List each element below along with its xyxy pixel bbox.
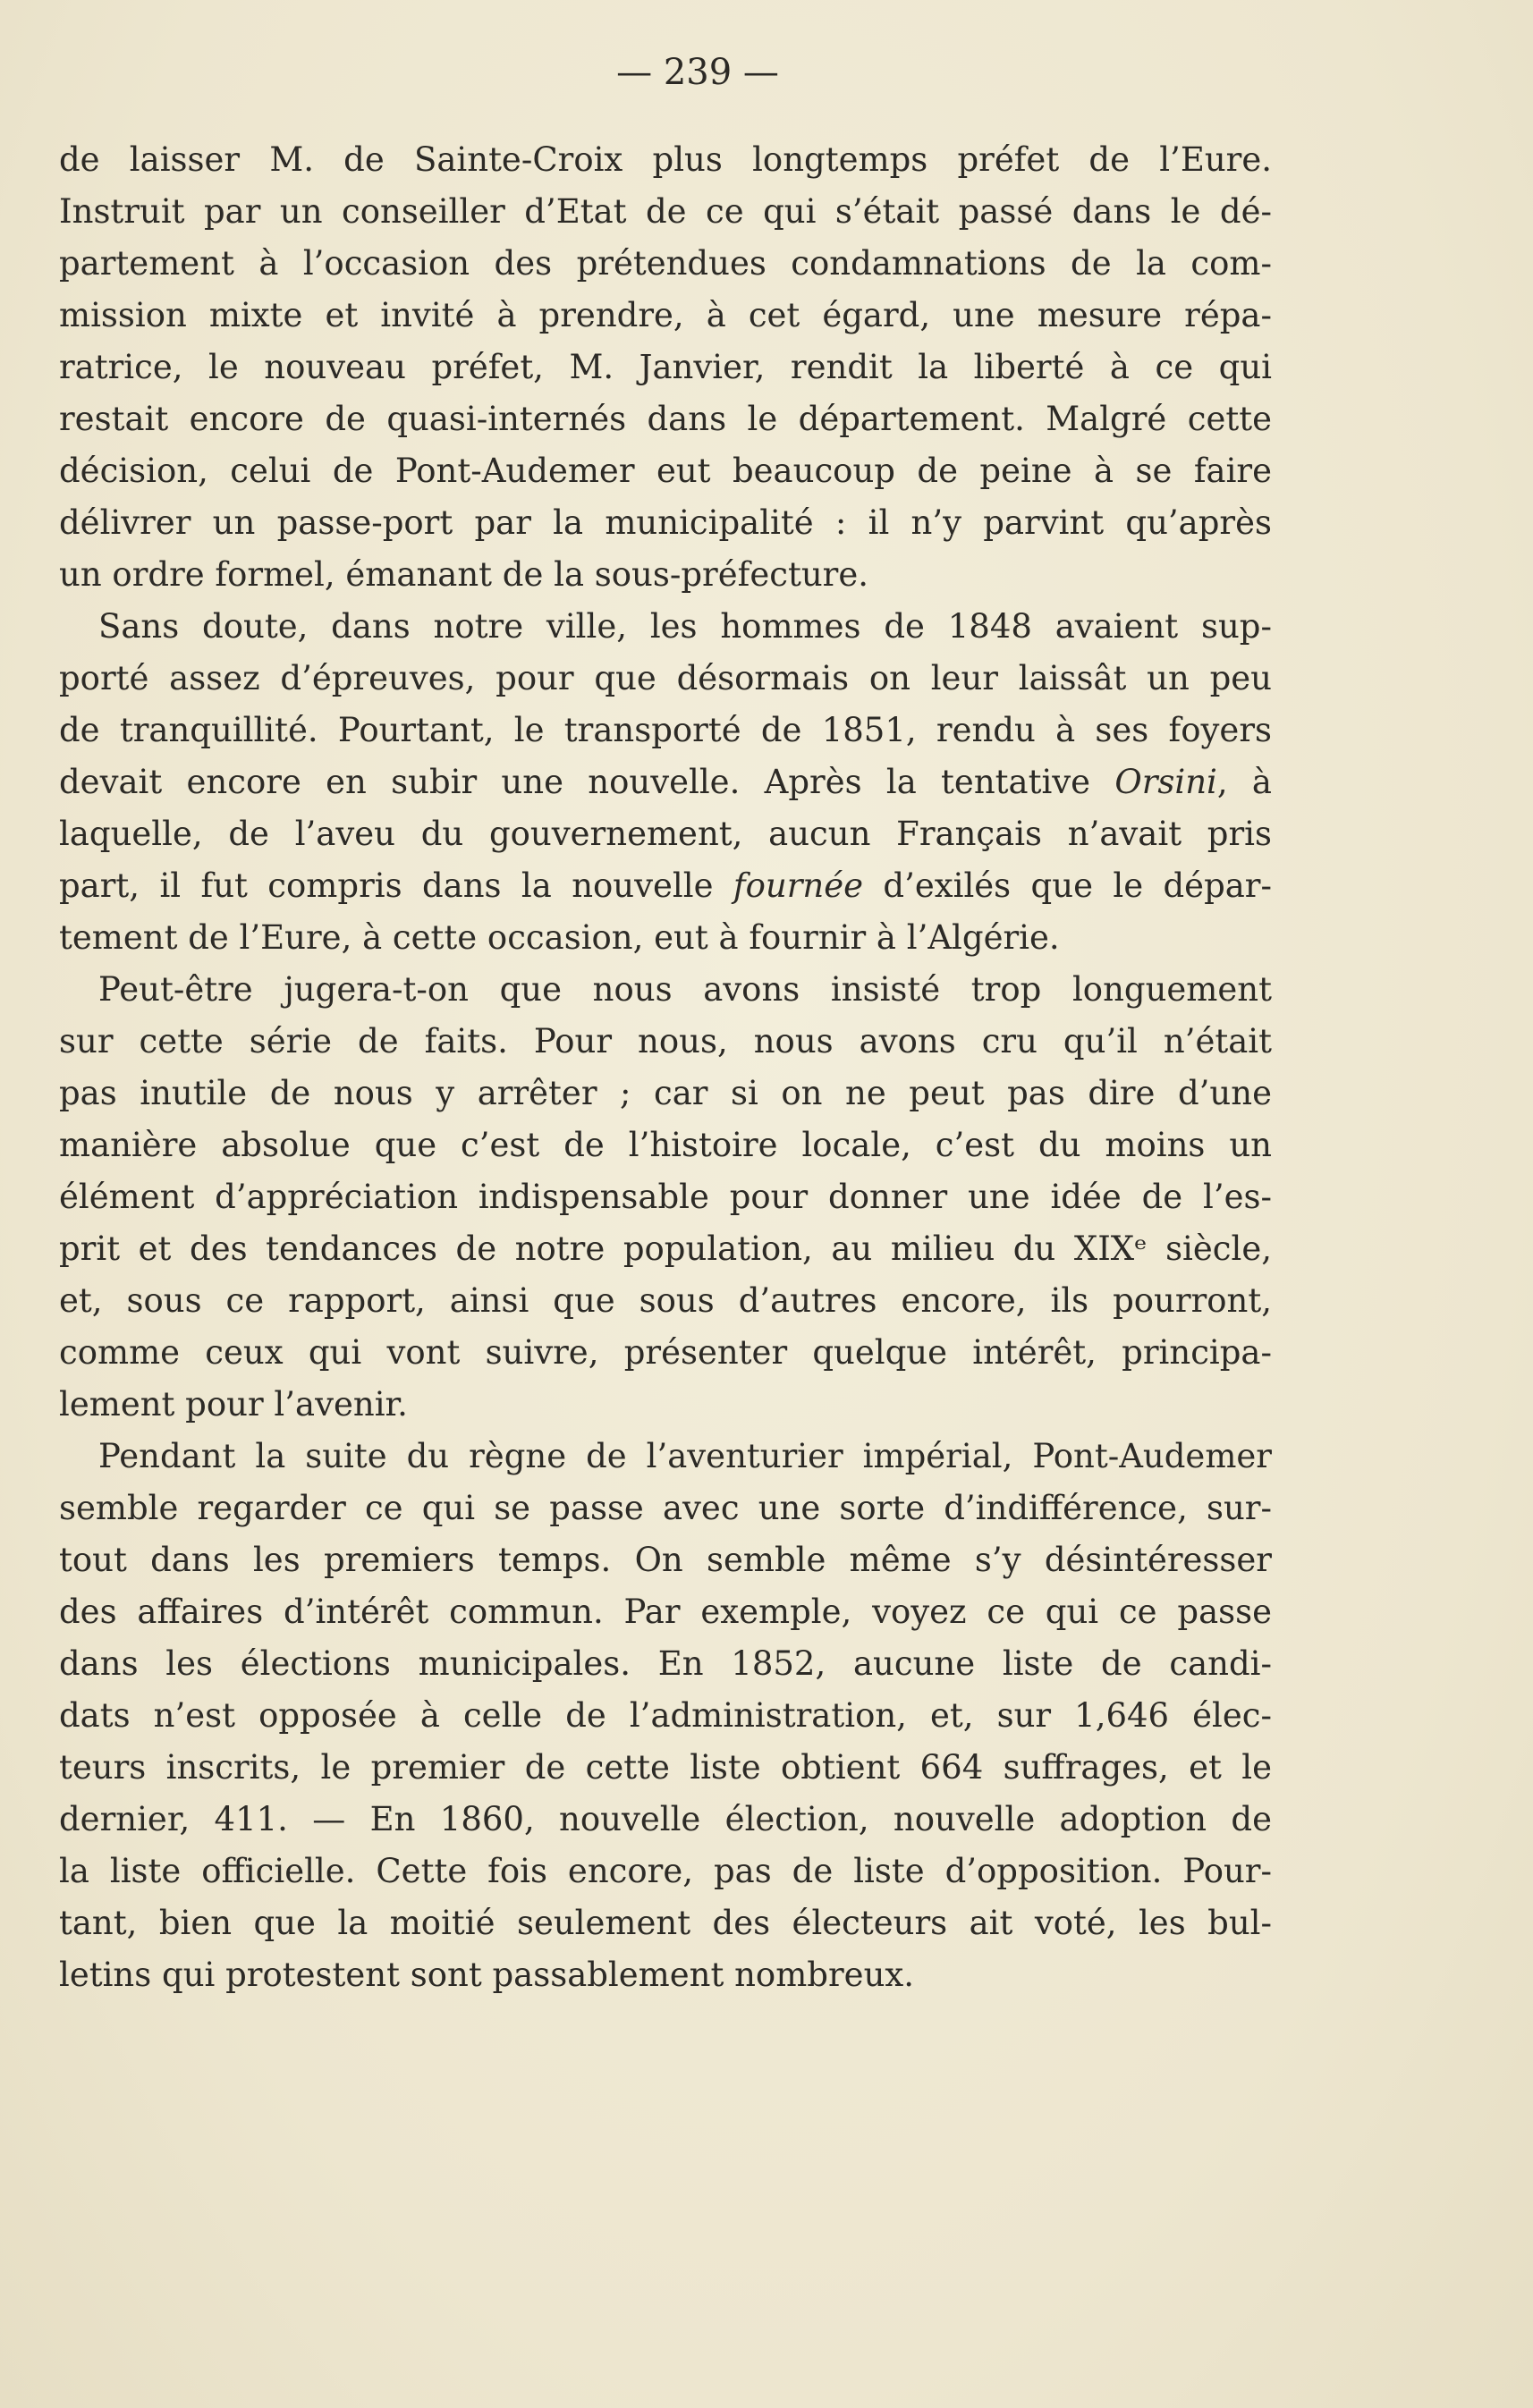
text-line: sur cette série de faits. Pour nous, nous avons cru qu’il n’était bbox=[59, 1022, 1272, 1060]
text-line: dans les élections municipales. En 1852, aucune liste de candi- bbox=[59, 1644, 1272, 1683]
text-line: et, sous ce rapport, ainsi que sous d’autres encore, ils pourront, bbox=[59, 1281, 1272, 1320]
text-line: laquelle, de l’aveu du gouvernement, aucun Français n’avait pris bbox=[59, 815, 1272, 853]
text-line: élément d’appréciation indispensable pour donner une idée de l’es- bbox=[59, 1178, 1272, 1216]
line-text-after: , à bbox=[1216, 763, 1272, 801]
text-line: comme ceux qui vont suivre, présenter quelque intérêt, principa- bbox=[59, 1333, 1272, 1372]
text-line: tant, bien que la moitié seulement des électeurs ait voté, les bul- bbox=[59, 1904, 1272, 1942]
text-line: décision, celui de Pont-Audemer eut beaucoup de peine à se faire bbox=[59, 452, 1272, 490]
text-line: de tranquillité. Pourtant, le transporté de 1851, rendu à ses foyers bbox=[59, 711, 1272, 749]
line-text-before: part, il fut compris dans la nouvelle bbox=[59, 866, 733, 905]
paragraph bbox=[59, 134, 1272, 601]
text-line bbox=[59, 756, 1272, 808]
body-text bbox=[59, 134, 1272, 2001]
text-line bbox=[59, 860, 1272, 912]
text-line: Peut-être jugera-t-on que nous avons insisté trop longuement bbox=[98, 970, 1272, 1009]
text-line: Pendant la suite du règne de l’aventurier impérial, Pont-Audemer bbox=[98, 1437, 1272, 1475]
text-line: dernier, 411. — En 1860, nouvelle élection, nouvelle adoption de bbox=[59, 1800, 1272, 1838]
text-line: restait encore de quasi-internés dans le département. Malgré cette bbox=[59, 400, 1272, 438]
text-line: mission mixte et invité à prendre, à cet égard, une mesure répa- bbox=[59, 296, 1272, 334]
italic-term: fournée bbox=[733, 866, 864, 905]
text-line: délivrer un passe-port par la municipalité : il n’y parvint qu’après bbox=[59, 503, 1272, 542]
text-line: des affaires d’intérêt commun. Par exemple, voyez ce qui ce passe bbox=[59, 1593, 1272, 1631]
text-line: dats n’est opposée à celle de l’administration, et, sur 1,646 élec- bbox=[59, 1696, 1272, 1735]
text-line: teurs inscrits, le premier de cette liste obtient 664 suffrages, et le bbox=[59, 1748, 1272, 1787]
text-line: Sans doute, dans notre ville, les hommes de 1848 avaient sup- bbox=[98, 607, 1272, 646]
text-line: tement de l’Eure, à cette occasion, eut à fournir à l’Algérie. bbox=[59, 918, 1060, 957]
paragraph bbox=[59, 1431, 1272, 2001]
text-line: ratrice, le nouveau préfet, M. Janvier, rendit la liberté à ce qui bbox=[59, 348, 1272, 386]
text-line: manière absolue que c’est de l’histoire locale, c’est du moins un bbox=[59, 1126, 1272, 1164]
paragraph bbox=[59, 601, 1272, 964]
text-line: tout dans les premiers temps. On semble même s’y désintéresser bbox=[59, 1541, 1272, 1579]
page-number: — 239 — bbox=[616, 52, 779, 93]
italic-term: Orsini bbox=[1114, 763, 1217, 801]
text-line: Instruit par un conseiller d’Etat de ce qui s’était passé dans le dé- bbox=[59, 192, 1272, 231]
text-line: pas inutile de nous y arrêter ; car si on ne peut pas dire d’une bbox=[59, 1074, 1272, 1112]
text-line: prit et des tendances de notre population, au milieu du XIXᵉ siècle, bbox=[59, 1229, 1272, 1268]
text-line: partement à l’occasion des prétendues condamnations de la com- bbox=[59, 244, 1272, 283]
text-line: un ordre formel, émanant de la sous-préfecture. bbox=[59, 555, 869, 594]
text-line: porté assez d’épreuves, pour que désormais on leur laissât un peu bbox=[59, 659, 1272, 697]
text-line: semble regarder ce qui se passe avec une sorte d’indifférence, sur- bbox=[59, 1489, 1272, 1527]
line-text-before: devait encore en subir une nouvelle. Après la tentative bbox=[59, 763, 1115, 801]
text-line: letins qui protestent sont passablement nombreux. bbox=[59, 1956, 915, 1994]
text-line: lement pour l’avenir. bbox=[59, 1385, 408, 1424]
line-text-after: d’exilés que le dépar- bbox=[863, 866, 1272, 905]
paragraph bbox=[59, 964, 1272, 1431]
text-line: la liste officielle. Cette fois encore, pas de liste d’opposition. Pour- bbox=[59, 1852, 1272, 1890]
text-line: de laisser M. de Sainte-Croix plus longtemps préfet de l’Eure. bbox=[59, 140, 1272, 179]
